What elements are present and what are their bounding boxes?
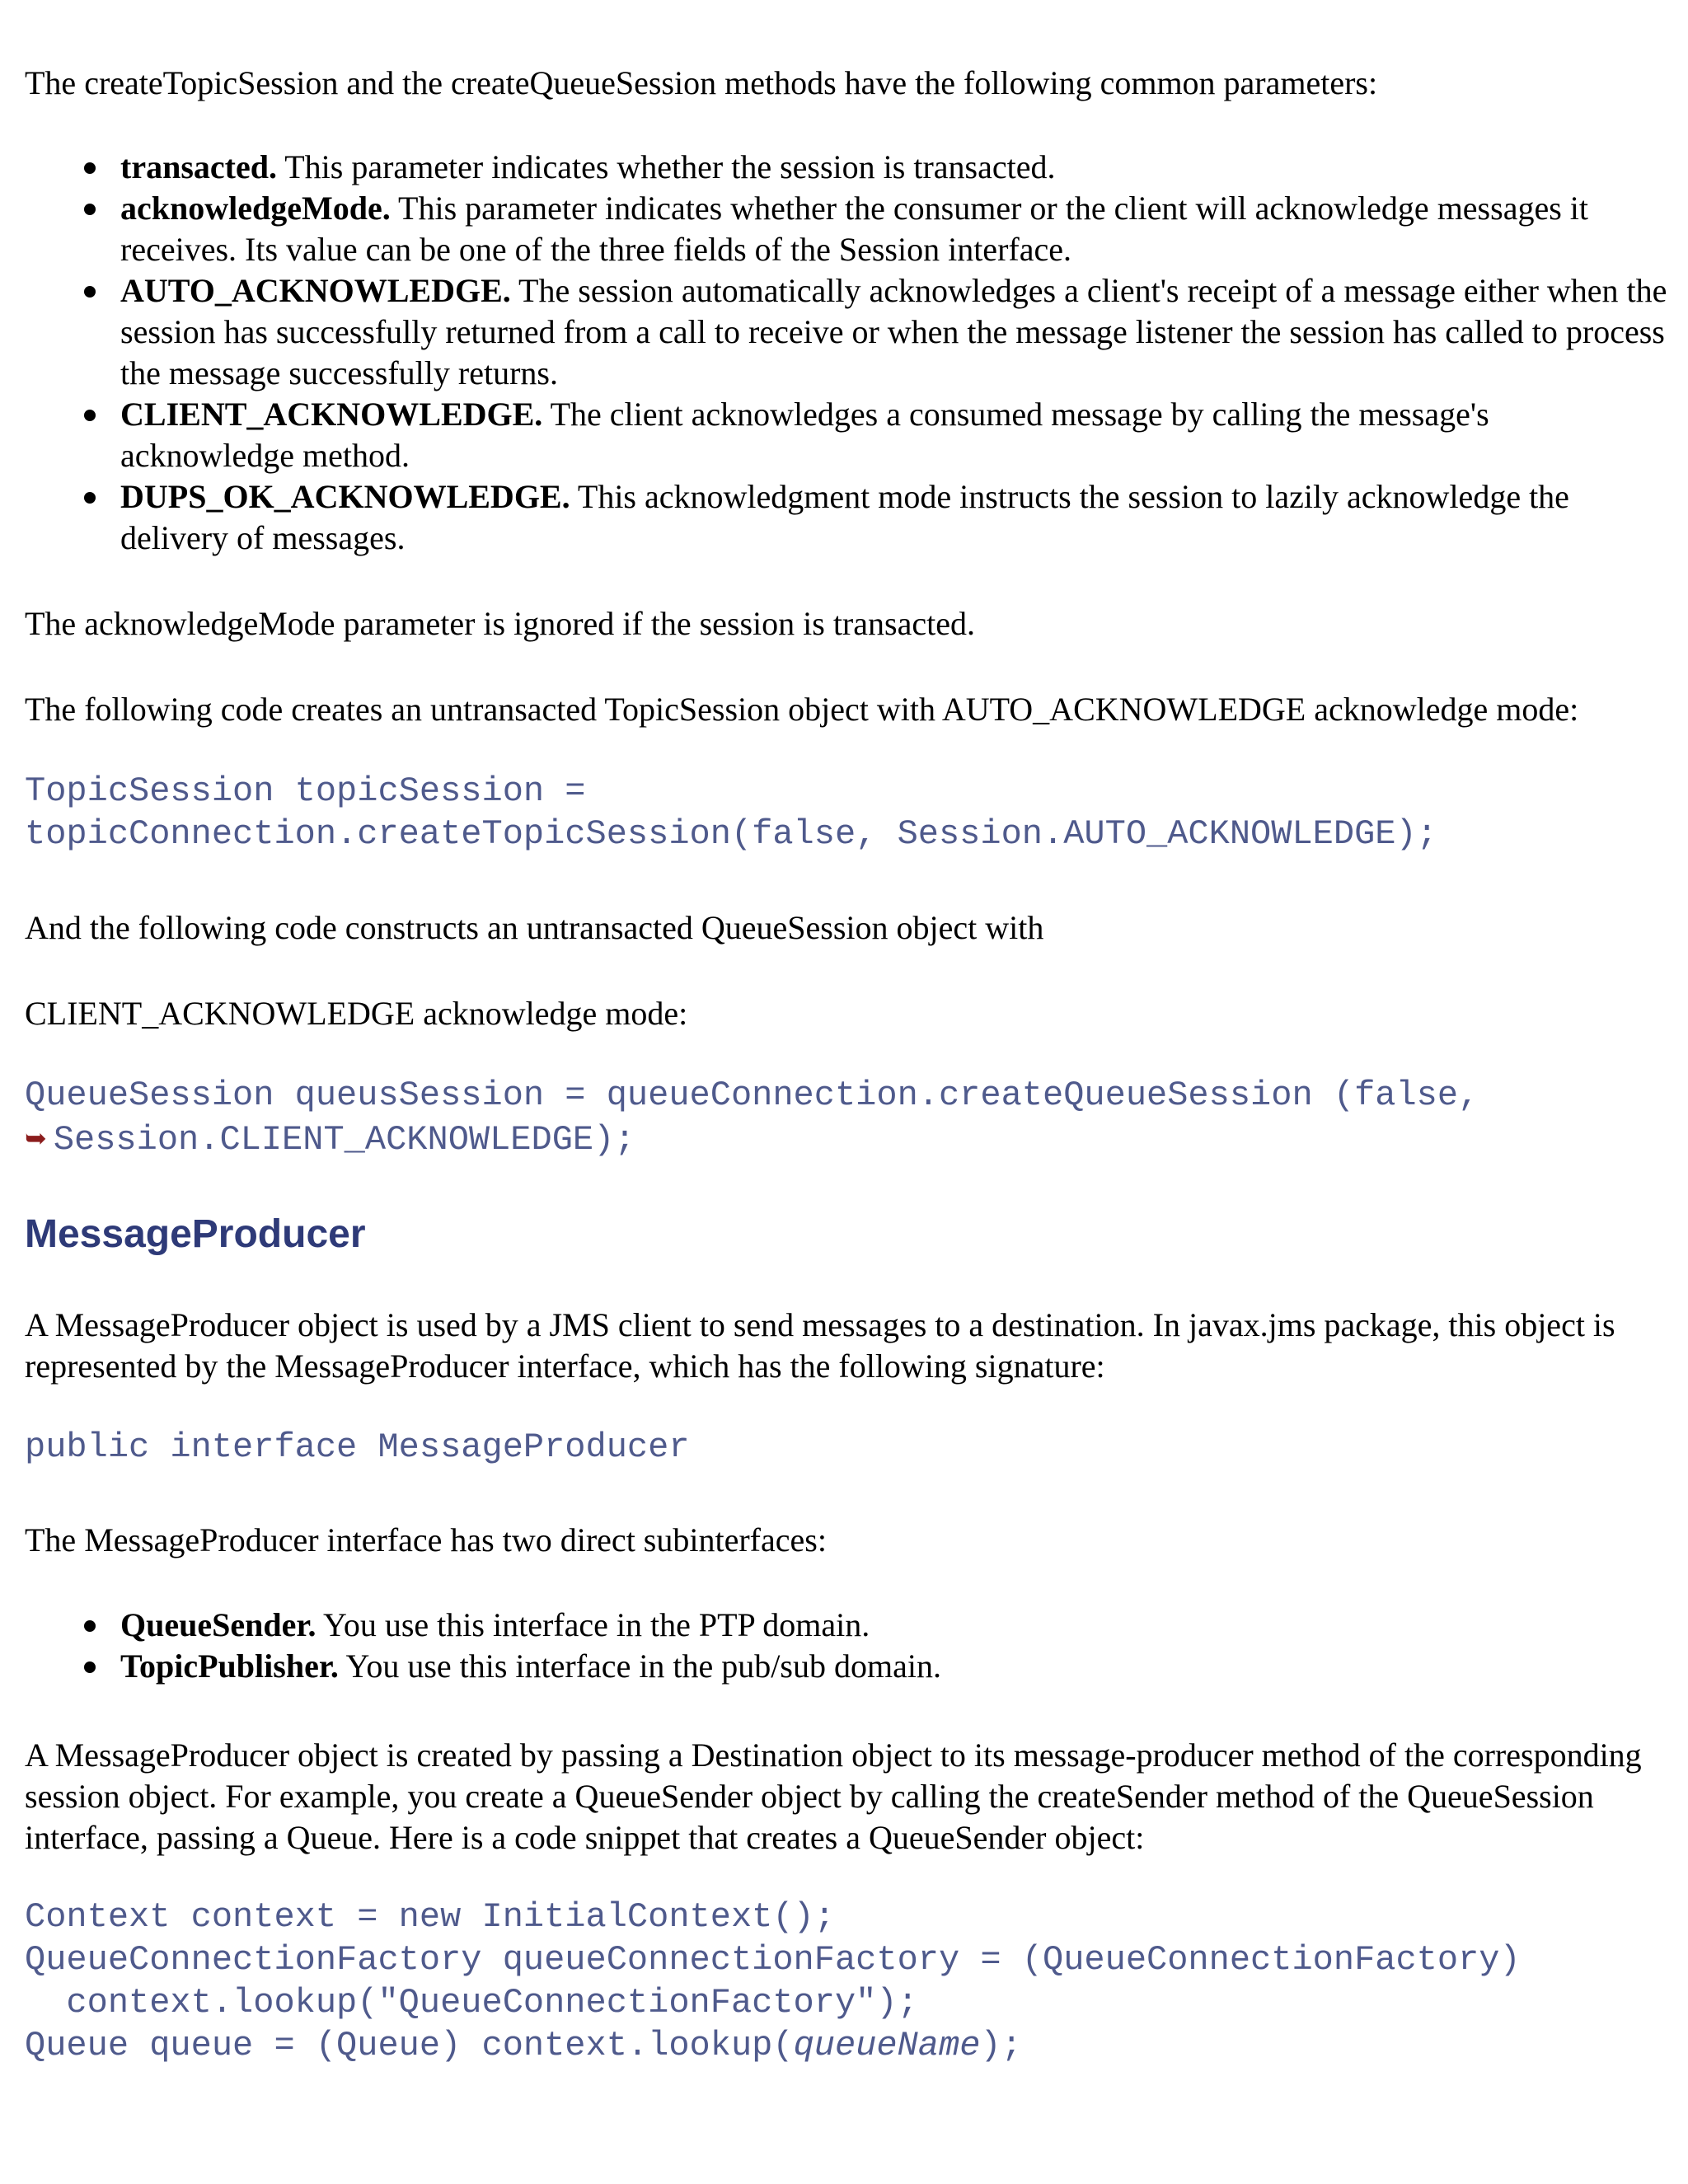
list-item: [79, 1646, 1670, 1687]
list-item-term: CLIENT_ACKNOWLEDGE.: [120, 396, 543, 433]
bullet-icon: [84, 162, 96, 174]
list-item-desc: This parameter indicates whether the consumer or the client will acknowledge messages it receives. Its value can be one of the three fields of the Session interface.: [120, 190, 1588, 268]
intro-paragraph: The createTopicSession and the createQueueSession methods have the following common parameters:: [25, 64, 1378, 101]
bullet-icon: [84, 492, 96, 504]
bullet-icon: [84, 1620, 96, 1632]
queue-intro-paragraph: And the following code constructs an untransacted QueueSession object with: [25, 909, 1044, 946]
list-item-desc: This parameter indicates whether the session is transacted.: [276, 148, 1056, 185]
bullet-icon: [84, 204, 96, 215]
list-item: [79, 1605, 1670, 1646]
topic-intro-paragraph: The following code creates an untransacted TopicSession object with AUTO_ACKNOWLEDGE acknowledge mode:: [25, 691, 1579, 728]
code-line: Context context = new InitialContext();: [25, 1897, 835, 1937]
bullet-icon: [84, 410, 96, 421]
code-token: Queue queue = (Queue) context.lookup(: [25, 2026, 794, 2065]
list-item-term: AUTO_ACKNOWLEDGE.: [120, 272, 511, 309]
list-item: [79, 188, 1670, 270]
list-item-desc: The session automatically acknowledges a client's receipt of a message either when the session has successfully returned from a call to receive or when the message listener the session has called to process the message successfully returns.: [120, 272, 1667, 391]
subinterfaces-intro-paragraph: The MessageProducer interface has two direct subinterfaces:: [25, 1521, 827, 1558]
queue-intro-continued: CLIENT_ACKNOWLEDGE acknowledge mode:: [25, 995, 688, 1032]
list-item-desc: You use this interface in the pub/sub domain.: [338, 1647, 941, 1685]
code-line: QueueConnectionFactory queueConnectionFactory = (QueueConnectionFactory): [25, 1940, 1521, 1980]
list-item-desc: The client acknowledges a consumed message by calling the message's acknowledge method.: [120, 396, 1489, 474]
list-item-term: acknowledgeMode.: [120, 190, 391, 227]
code-variable: queueName: [793, 2026, 981, 2065]
bullet-icon: [84, 286, 96, 298]
list-item: [79, 394, 1670, 476]
code-block-topic-session: [25, 770, 1437, 855]
code-line: TopicSession topicSession =: [25, 771, 586, 811]
code-line: [25, 2026, 1022, 2065]
list-item-term: DUPS_OK_ACKNOWLEDGE.: [120, 478, 570, 515]
list-item: [79, 476, 1670, 559]
parameter-list: [79, 147, 1670, 559]
code-block-producer-signature: [25, 1426, 690, 1469]
code-token: );: [980, 2026, 1022, 2065]
subinterface-list: [79, 1605, 1670, 1687]
list-item: [79, 147, 1670, 188]
code-line: public interface MessageProducer: [25, 1427, 690, 1467]
code-line: QueueSession queusSession = queueConnection.createQueueSession (false,: [25, 1076, 1479, 1115]
code-line: Session.CLIENT_ACKNOWLEDGE);: [53, 1120, 635, 1160]
list-item-term: TopicPublisher.: [120, 1647, 339, 1685]
creation-description-paragraph: A MessageProducer object is created by passing a Destination object to its message-producer method of the corresponding session object. For example, you create a QueueSender object by calling the createSender method of the QueueSession interface, passing a Queue. Here is a code snippet that creates a QueueSender object:: [25, 1736, 1642, 1856]
list-item: [79, 270, 1670, 394]
ack-note-paragraph: The acknowledgeMode parameter is ignored if the session is transacted.: [25, 605, 975, 642]
bullet-icon: [84, 1661, 96, 1673]
code-block-queue-session: [25, 1074, 1479, 1161]
producer-description-paragraph: A MessageProducer object is used by a JMS client to send messages to a destination. In javax.jms package, this object is represented by the MessageProducer interface, which has the following signature:: [25, 1306, 1615, 1385]
list-item-desc: This acknowledgment mode instructs the session to lazily acknowledge the delivery of messages.: [120, 478, 1569, 556]
code-block-queue-sender: [25, 1896, 1521, 2067]
continuation-arrow-icon: ➥: [25, 1122, 47, 1154]
section-heading-message-producer: MessageProducer: [25, 1212, 366, 1256]
code-line: context.lookup("QueueConnectionFactory");: [25, 1983, 918, 2022]
code-line: topicConnection.createTopicSession(false, Session.AUTO_ACKNOWLEDGE);: [25, 814, 1437, 854]
list-item-desc: You use this interface in the PTP domain.: [316, 1606, 870, 1643]
list-item-term: QueueSender.: [120, 1606, 316, 1643]
list-item-term: transacted.: [120, 148, 277, 185]
